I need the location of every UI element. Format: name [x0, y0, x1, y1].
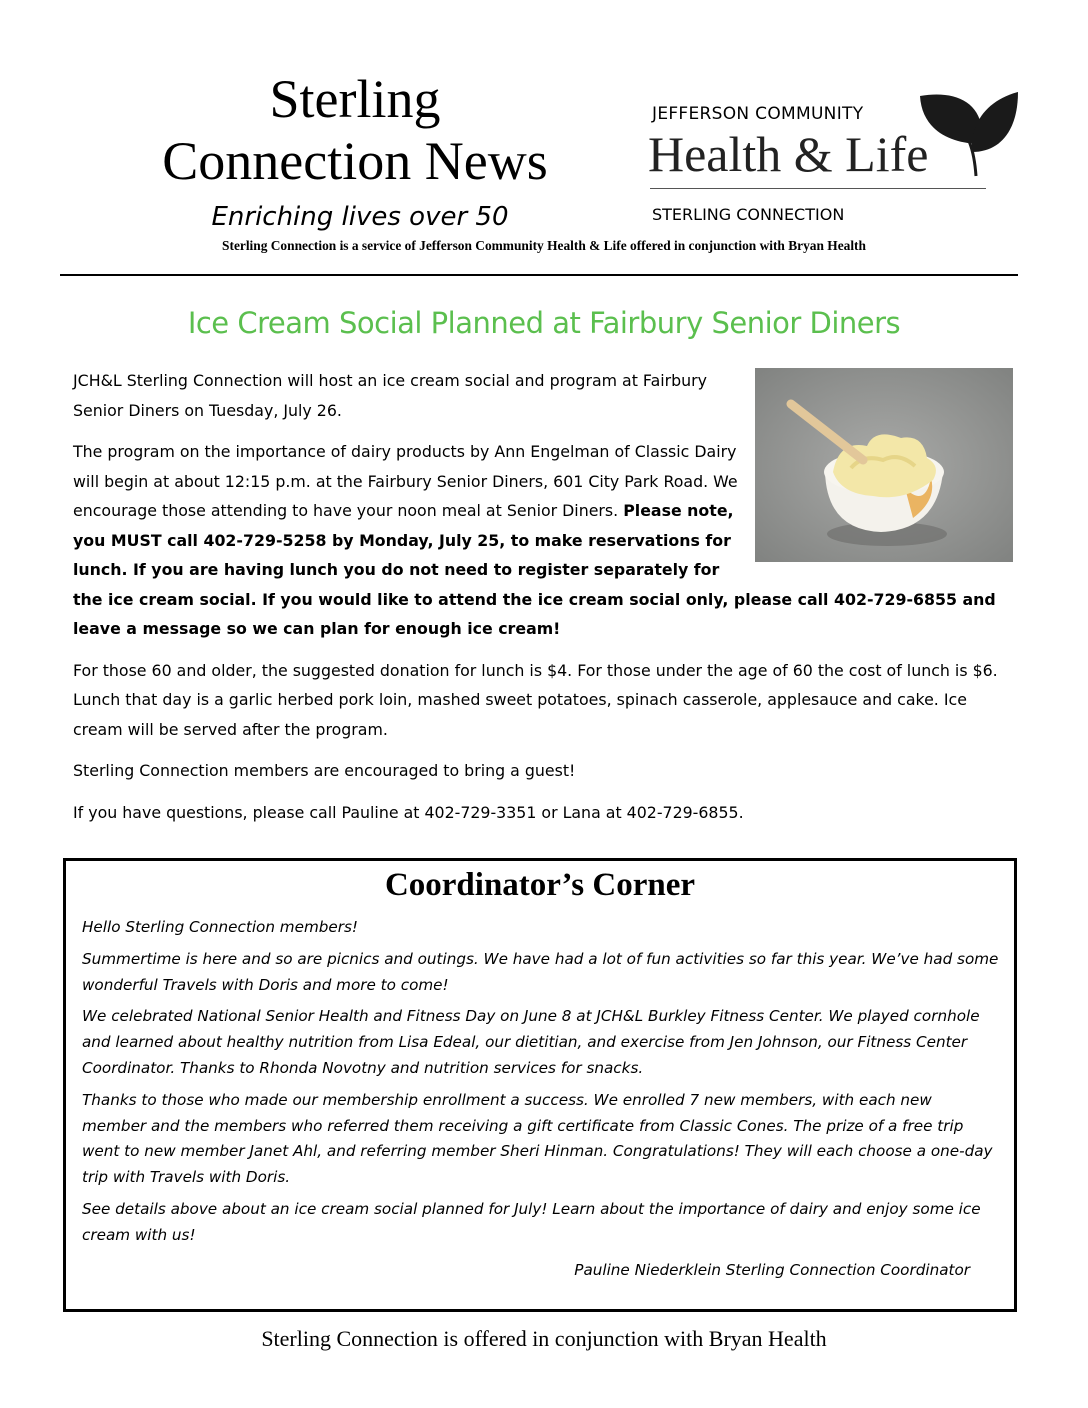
service-statement: Sterling Connection is a service of Jefferson Community Health & Life offered in conjunction with Bryan Health: [222, 238, 866, 253]
title-line-2: Connection News: [162, 131, 548, 191]
article-paragraph-1: JCH&L Sterling Connection will host an ice cream social and program at Fairbury Senior Diners on Tuesday, July 26.: [73, 371, 708, 420]
coordinators-corner-box: [63, 858, 1017, 1312]
footer-text: Sterling Connection is offered in conjunction with Bryan Health: [261, 1326, 827, 1351]
corner-paragraph-3: We celebrated National Senior Health and Fitness Day on June 8 at JCH&L Burkley Fitness Center. We played cornhole and learned about healthy nutrition from Lisa Edeal, our dietitian, and exercise from Jen Johnson, our Fitness Center Coordinator. Thanks to Rhonda Novotny and nutrition services for snacks.: [82, 1007, 980, 1077]
logo-top-text: JEFFERSON COMMUNITY: [652, 104, 864, 124]
logo-main-text: Health & Life: [648, 126, 929, 182]
article-paragraph-2-text: The program on the importance of dairy products by Ann Engelman of Classic Dairy will begin at about 12:15 p.m. at the Fairbury Senior Diners, 601 City Park Road. We encourage those attending to have your noon meal at Senior Diners.: [73, 442, 738, 520]
article-headline: Ice Cream Social Planned at Fairbury Senior Diners: [187, 306, 901, 340]
reservation-notice: Please note, you MUST call 402-729-5258 by Monday, July 25, to make reservations for lunch. If you are having lunch you do not need to register separately for the ice cream social. If you would like to attend the ice cream social only, please call 402-729-6855 and leave a message so we can plan for enough ice cream!: [73, 501, 996, 638]
corner-signature: Pauline Niederklein Sterling Connection Coordinator: [574, 1261, 970, 1279]
article-paragraph-5: If you have questions, please call Pauline at 402-729-3351 or Lana at 402-729-6855.: [73, 802, 744, 822]
title-line-1: Sterling: [269, 69, 441, 129]
header-divider: [60, 274, 1018, 276]
corner-paragraph-1: Hello Sterling Connection members!: [82, 918, 358, 936]
corner-paragraph-5: See details above about an ice cream social planned for July! Learn about the importance of dairy and enjoy some ice cream with us!: [82, 1199, 981, 1244]
article-body: [73, 366, 1013, 839]
leaves-icon: [916, 88, 1022, 178]
corner-title: Coordinator’s Corner: [384, 867, 696, 903]
article-paragraph-3: For those 60 and older, the suggested donation for lunch is $4. For those under the age of 60 the cost of lunch is $6. Lunch that day is a garlic herbed pork loin, mashed sweet potatoes, spinach casserole, applesauce and cake. Ice cream will be served after the program.: [73, 660, 998, 739]
corner-body: [82, 915, 1000, 1255]
logo-sub-text: STERLING CONNECTION: [652, 205, 845, 224]
corner-paragraph-2: Summertime is here and so are picnics and outings. We have had a lot of fun activities so far this year. We’ve had some wonderful Travels with Doris and more to come!: [82, 949, 999, 994]
ice-cream-photo: [755, 368, 1013, 562]
corner-paragraph-4: Thanks to those who made our membership enrollment a success. We enrolled 7 new members, with each new member and the members who referred them receiving a gift certificate from Classic Cones. The prize of a free trip went to new member Janet Ahl, and referring member Sheri Hinman. Congratulations! They will each choose a one-day trip with Travels with Doris.: [82, 1090, 993, 1187]
logo-divider: [650, 188, 986, 189]
tagline: Enriching lives over 50: [211, 202, 509, 232]
newsletter-title: [110, 68, 600, 192]
article-paragraph-4: Sterling Connection members are encouraged to bring a guest!: [73, 761, 576, 780]
